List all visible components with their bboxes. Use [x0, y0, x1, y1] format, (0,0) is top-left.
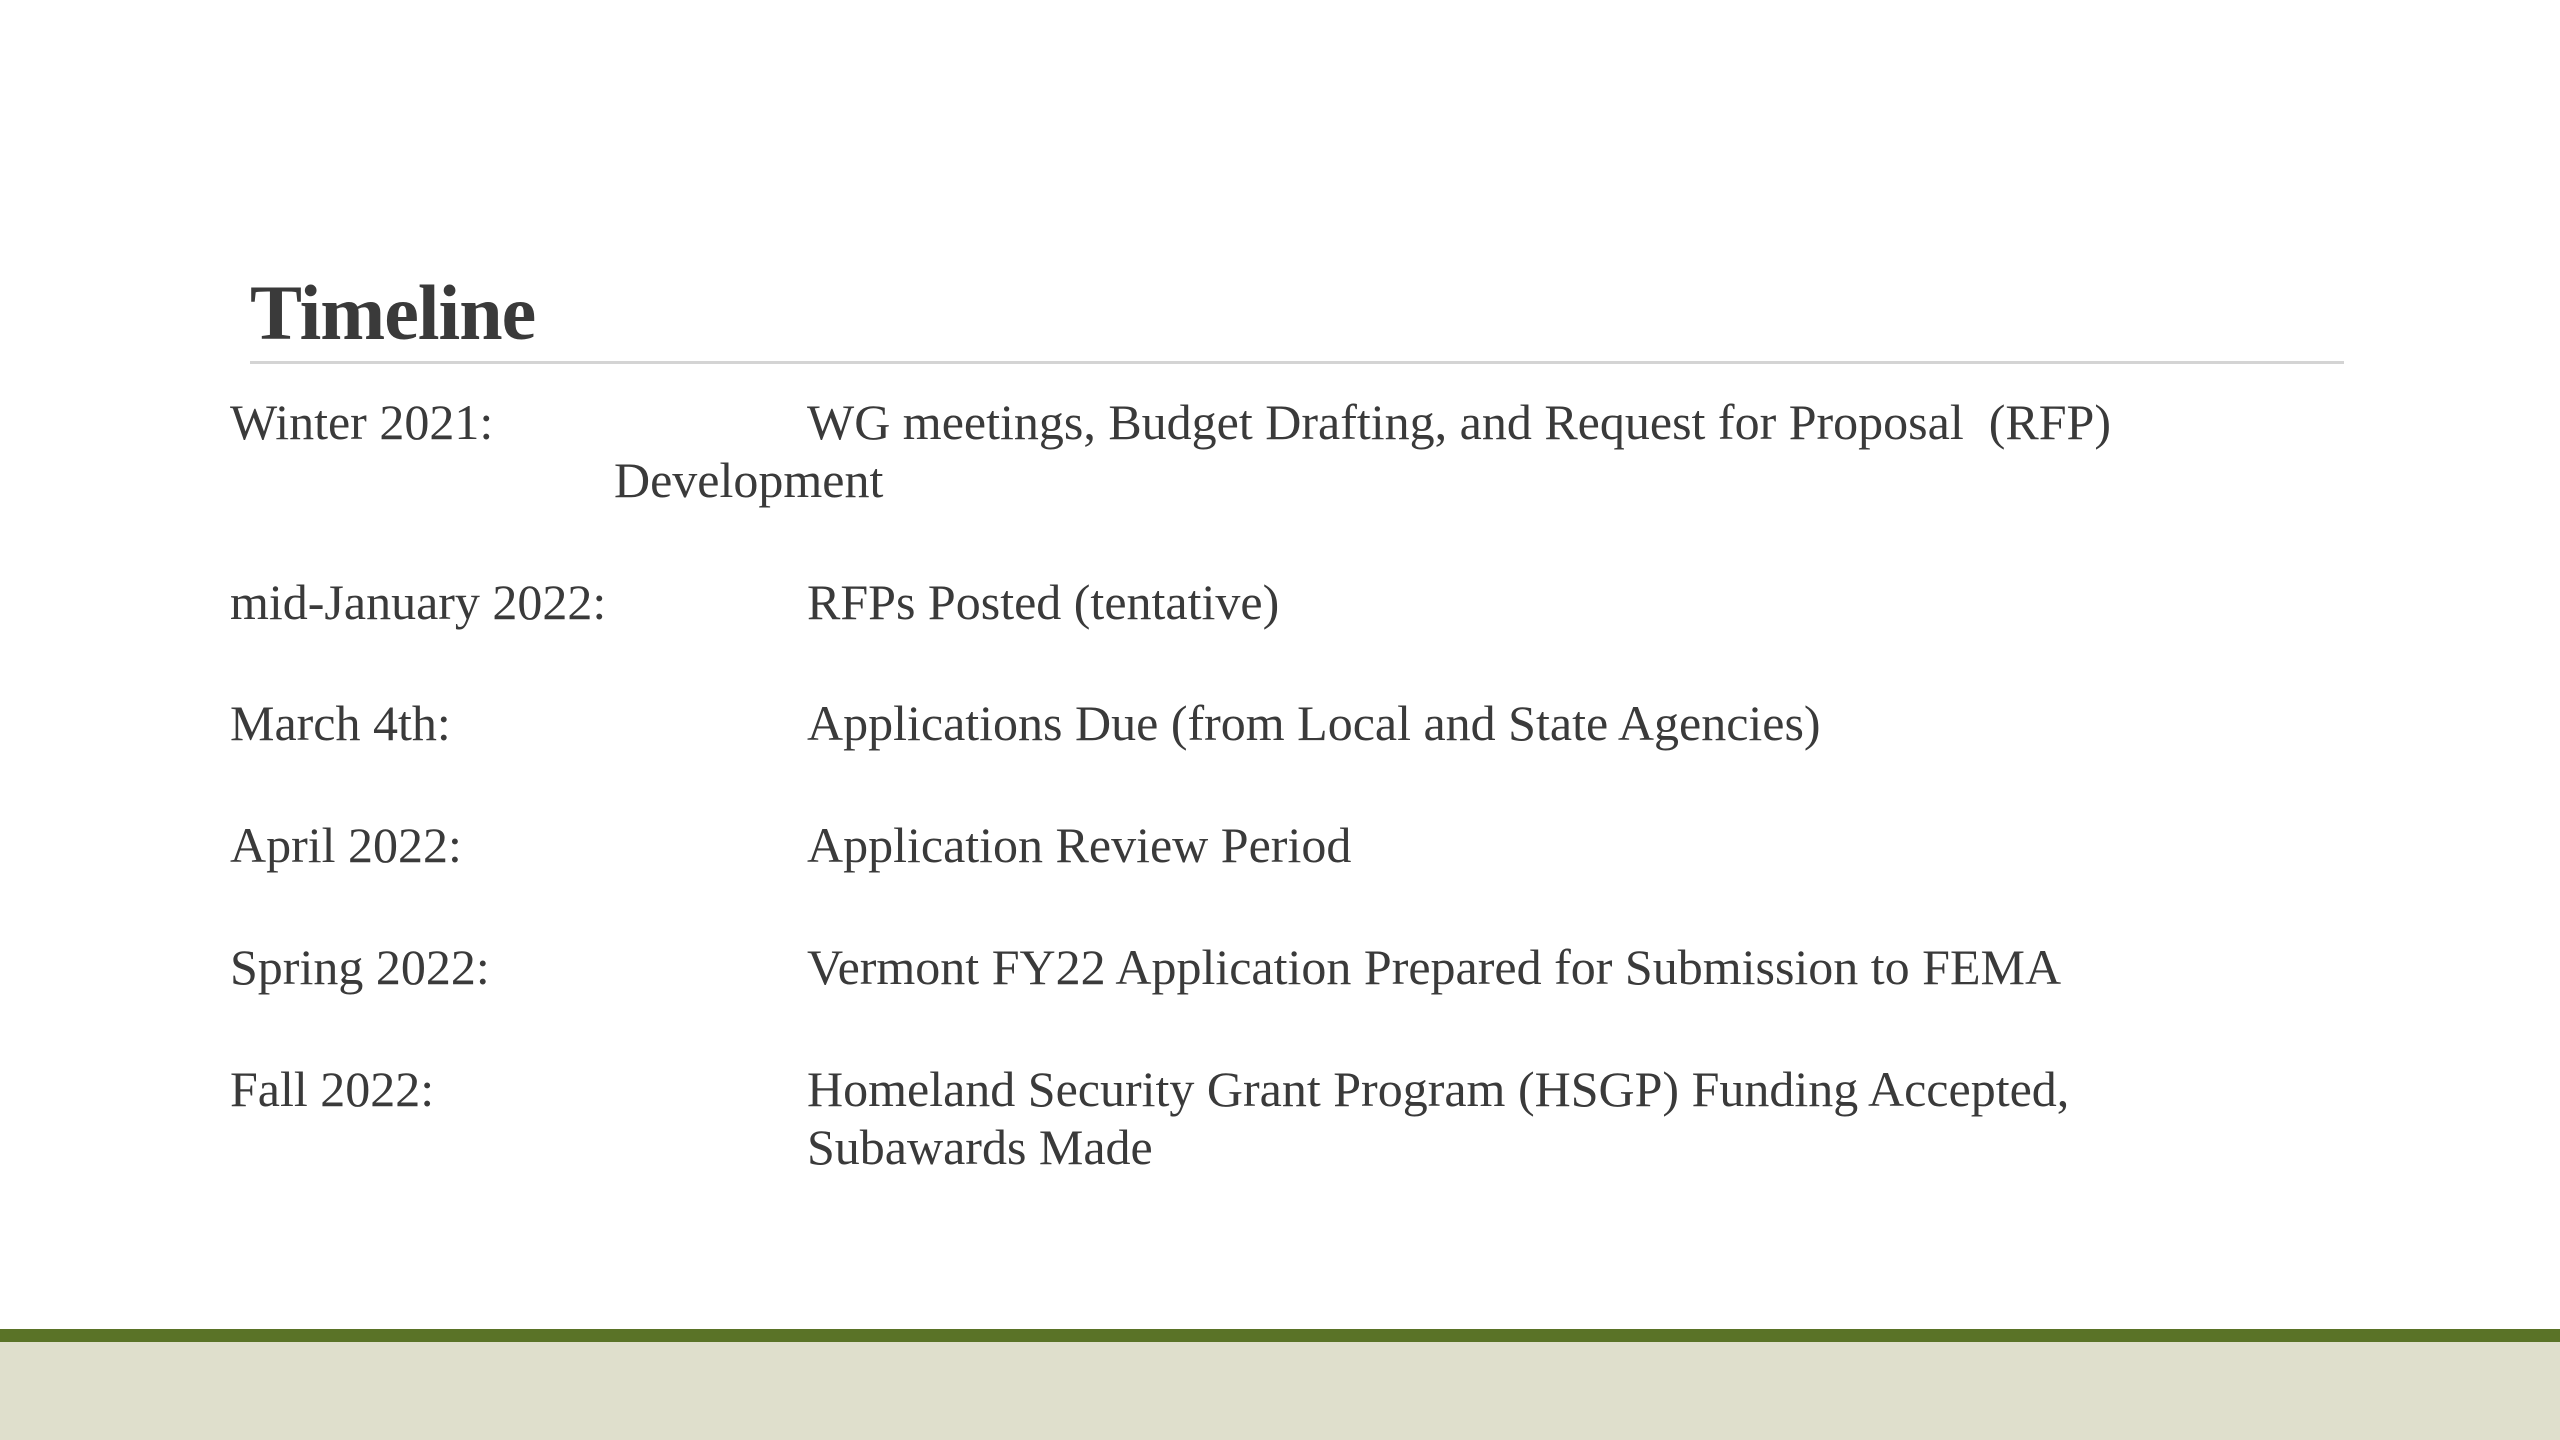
timeline-date: Winter 2021: — [230, 394, 494, 450]
timeline-description-continuation: Development — [614, 452, 884, 508]
timeline-description: Application Review Period — [807, 817, 1352, 873]
timeline-date: mid-January 2022: — [230, 574, 607, 630]
footer-band — [0, 1342, 2560, 1440]
timeline-date: March 4th: — [230, 695, 451, 751]
timeline-description: WG meetings, Budget Drafting, and Request for Proposal (RFP) — [807, 394, 2111, 450]
timeline-date: April 2022: — [230, 817, 462, 873]
title-divider — [250, 361, 2344, 364]
footer-accent-line — [0, 1329, 2560, 1342]
timeline-description: Homeland Security Grant Program (HSGP) Funding Accepted, Subawards Made — [807, 1061, 2070, 1175]
slide-title: Timeline — [250, 269, 536, 356]
timeline-date: Spring 2022: — [230, 939, 490, 995]
timeline-description: Applications Due (from Local and State Agencies) — [807, 695, 1821, 751]
timeline-date: Fall 2022: — [230, 1061, 435, 1117]
timeline-description: Vermont FY22 Application Prepared for Submission to FEMA — [807, 939, 2062, 995]
timeline-description: RFPs Posted (tentative) — [807, 574, 1280, 630]
